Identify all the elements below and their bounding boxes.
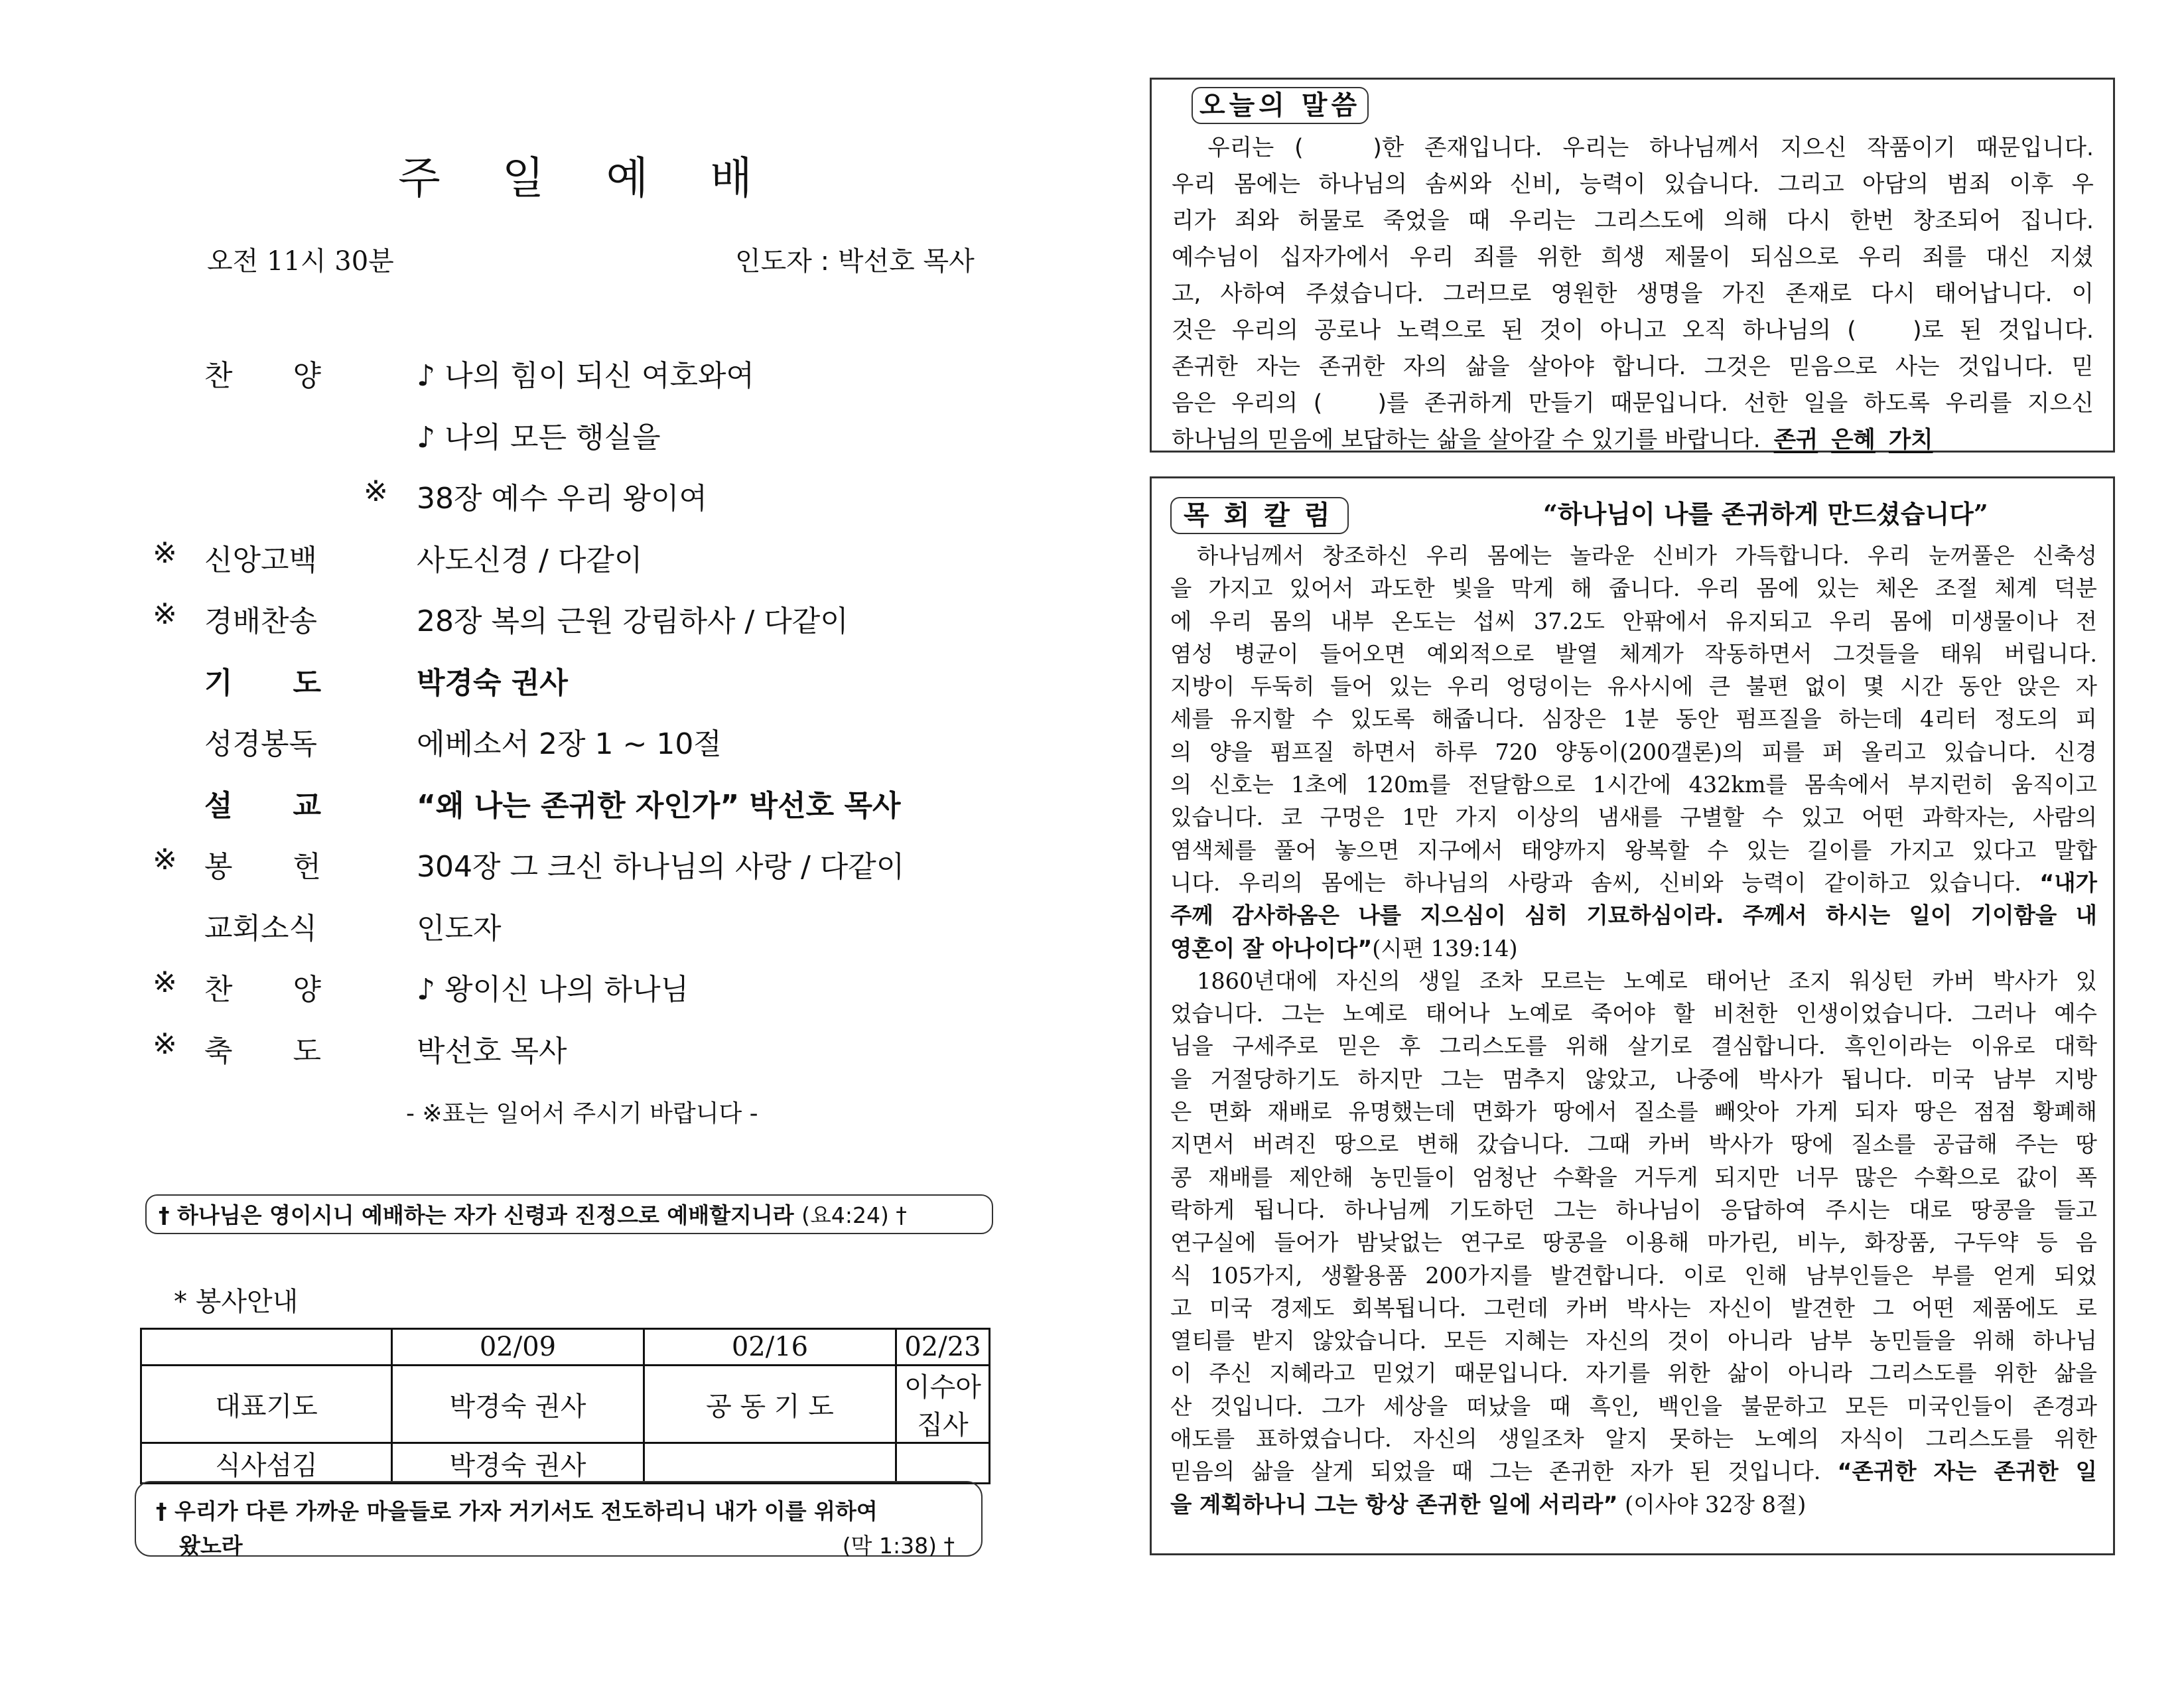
order-label bbox=[204, 843, 321, 885]
line-text: 것은 우리의 공로나 노력으로 된 것이 아니고 오직 하나님의 ( )로 된 것입니다. bbox=[1172, 317, 2094, 344]
line-text: 염색체를 풀어 놓으면 지구에서 태양까지 왕복할 수 있는 길이를 가지고 있다고 말합 bbox=[1170, 837, 2097, 863]
text-line bbox=[1170, 768, 2097, 801]
text-line bbox=[1170, 867, 2097, 899]
line-text: 을 가지고 있어서 과도한 빛을 막게 해 줍니다. 우리 몸에 있는 체온 조절 체계 덕분 bbox=[1170, 575, 2097, 602]
pastoral-column-tag: 목회칼럼 bbox=[1170, 497, 1349, 534]
order-value bbox=[417, 659, 568, 701]
order-value-text: ♪ 왕이신 나의 하나님 bbox=[417, 973, 689, 1007]
service-leader: 인도자 : 박선호 목사 bbox=[735, 246, 975, 277]
order-item bbox=[153, 659, 1015, 721]
line-text: 었습니다. 그는 노예로 태어나 노예로 죽어야 할 비천한 인생이었습니다. 그러나 예수 bbox=[1170, 1001, 2097, 1027]
table-row bbox=[141, 1366, 990, 1443]
scripture-quote: 을 계획하나니 그는 항상 존귀한 일에 서리라” bbox=[1170, 1491, 1618, 1517]
standing-mark: ※ bbox=[153, 843, 177, 877]
line-text: 하나님께서 창조하신 우리 몸에는 놀라운 신비가 가득합니다. 우리 눈꺼풀은 신축성 bbox=[1197, 543, 2097, 569]
verse-text-line2: 왔노라 bbox=[179, 1533, 243, 1559]
verse-text-line1: † 우리가 다른 가까운 마을들로 가자 거기서도 전도하리니 내가 이를 위하여 bbox=[156, 1498, 878, 1524]
line-text: 음은 우리의 ( )를 존귀하게 만들기 때문입니다. 선한 일을 하도록 우리를 지으신 bbox=[1172, 390, 2094, 417]
text-line bbox=[1170, 801, 2097, 833]
text-line bbox=[1170, 1455, 2097, 1488]
verse-box-mark bbox=[135, 1481, 983, 1557]
text-line bbox=[1170, 1161, 2097, 1194]
text-line bbox=[1170, 1357, 2097, 1389]
text-line bbox=[1170, 1259, 2097, 1292]
text-line bbox=[1170, 703, 2097, 735]
table-header-row bbox=[141, 1329, 990, 1366]
line-text: 열티를 받지 않았습니다. 모든 지혜는 자신의 것이 아니라 남부 농민들을 위해 하나님 bbox=[1170, 1328, 2097, 1354]
table-row bbox=[141, 1443, 990, 1484]
line-text: 에 우리 몸의 내부 온도는 섭씨 37.2도 안팎에서 유지되고 우리 몸에 미생물이나 전 bbox=[1170, 608, 2097, 634]
text-line bbox=[1170, 1390, 2097, 1423]
order-of-service bbox=[153, 352, 1015, 1088]
line-text: 애도를 표하였습니다. 자신의 생일조차 알지 못하는 노예의 자식이 그리스도를 위한 bbox=[1170, 1426, 2097, 1452]
table-cell: 박경숙 권사 bbox=[392, 1366, 644, 1443]
text-line bbox=[1170, 1128, 2097, 1161]
text-line bbox=[1170, 1030, 2097, 1062]
text-line bbox=[1172, 422, 2094, 458]
order-item bbox=[153, 782, 1015, 843]
order-value-text: 에베소서 2장 1 ~ 10절 bbox=[417, 727, 722, 761]
order-value bbox=[417, 536, 642, 579]
order-value bbox=[417, 904, 502, 947]
text-line bbox=[1170, 965, 2097, 997]
order-value-text: 박경숙 권사 bbox=[417, 666, 568, 700]
text-line bbox=[1172, 386, 2094, 422]
order-label-char: 찬 bbox=[204, 973, 233, 1007]
order-value bbox=[417, 352, 754, 394]
text-line bbox=[1170, 1423, 2097, 1455]
text-line bbox=[1172, 167, 2094, 203]
line-text: 의 신호는 1초에 120m를 전달함으로 1시간에 432km를 몸속에서 부지런히 움직이고 bbox=[1170, 772, 2097, 798]
page-title: 주 일 예 배 bbox=[398, 153, 776, 204]
text-line bbox=[1170, 1063, 2097, 1095]
text-line bbox=[1170, 932, 2097, 965]
text-line bbox=[1170, 1095, 2097, 1128]
verse-box-john bbox=[145, 1194, 993, 1234]
scripture-quote: “존귀한 자는 존귀한 일 bbox=[1837, 1458, 2097, 1485]
order-value-text: 28장 복의 근원 강림하사 / 다같이 bbox=[417, 604, 849, 638]
table-header-cell: 02/23 bbox=[896, 1329, 990, 1366]
order-label-char: 찬 bbox=[204, 359, 233, 393]
text-line bbox=[1170, 1324, 2097, 1357]
line-text: 염성 병균이 들어오면 예외적으로 발열 체계가 작동하면서 그것들을 태워 버립니다. bbox=[1170, 640, 2097, 667]
order-label bbox=[204, 352, 321, 394]
order-value-text: 38장 예수 우리 왕이여 bbox=[417, 482, 707, 516]
line-text: 니다. 우리의 몸에는 하나님의 사랑과 솜씨, 신비와 능력이 같이하고 있습니다. bbox=[1170, 869, 2040, 896]
table-cell: 공 동 기 도 bbox=[644, 1366, 896, 1443]
text-line bbox=[1172, 203, 2094, 240]
scripture-quote: “내가 bbox=[2039, 869, 2097, 896]
order-label-char: 축 bbox=[204, 1034, 233, 1068]
line-text: 1860년대에 자신의 생일 조차 모르는 노예로 태어난 조지 워싱턴 카버 박사가 있 bbox=[1197, 967, 2097, 994]
verse-reference: (막 1:38) † bbox=[842, 1533, 955, 1559]
line-text: 이 주신 지혜라고 믿었기 때문입니다. 자기를 위한 삶이 아니라 그리스도를 위한 삶을 bbox=[1170, 1360, 2097, 1387]
text-line bbox=[1172, 313, 2094, 349]
line-text: 믿음의 삶을 살게 되었을 때 그는 존귀한 자가 된 것입니다. bbox=[1170, 1458, 1838, 1485]
order-label-char: 기 bbox=[204, 666, 233, 700]
table-cell: 이수아 집사 bbox=[896, 1366, 990, 1443]
todays-word-tag: 오늘의 말씀 bbox=[1192, 87, 1369, 124]
standing-note: - ※표는 일어서 주시기 바랍니다 - bbox=[406, 1100, 758, 1127]
line-text: 은 면화 재배로 유명했는데 면화가 땅에서 질소를 빼앗아 가게 되자 땅은 점점 황폐해 bbox=[1170, 1099, 2097, 1125]
order-item bbox=[153, 474, 1015, 536]
order-label: 교회소식 bbox=[204, 911, 318, 946]
service-time: 오전 11시 30분 bbox=[207, 246, 394, 277]
line-text: 우리는 ( )한 존재입니다. 우리는 하나님께서 지으신 작품이기 때문입니다. bbox=[1172, 135, 2094, 161]
order-label-char: 양 bbox=[293, 359, 321, 393]
scripture-reference: (이사야 32장 8절) bbox=[1617, 1491, 1807, 1517]
text-line bbox=[1170, 1194, 2097, 1226]
text-line bbox=[1170, 1292, 2097, 1324]
order-label bbox=[204, 1027, 321, 1070]
order-label-char: 양 bbox=[293, 973, 321, 1007]
answer-word: 존귀 bbox=[1773, 427, 1818, 453]
verse-reference: (요4:24) † bbox=[801, 1202, 907, 1228]
scripture-reference: (시편 139:14) bbox=[1372, 935, 1518, 961]
todays-word-text bbox=[1172, 130, 2094, 458]
standing-mark: ※ bbox=[364, 474, 388, 508]
order-value bbox=[417, 597, 849, 640]
pastoral-column-box bbox=[1150, 476, 2115, 1555]
order-value bbox=[417, 782, 900, 824]
order-value bbox=[417, 1027, 567, 1070]
table-cell bbox=[896, 1443, 990, 1484]
order-label: 성경봉독 bbox=[204, 727, 318, 761]
line-text: 콩 재배를 제안해 농민들이 엄청난 수확을 거두게 되지만 너무 많은 수확으로 값이 폭 bbox=[1170, 1164, 2097, 1190]
standing-mark: ※ bbox=[153, 1026, 177, 1061]
service-guide-title: * 봉사안내 bbox=[174, 1287, 299, 1317]
line-text: 하나님의 믿음에 보답하는 삶을 살아갈 수 있기를 바랍니다. bbox=[1172, 427, 1761, 453]
order-label bbox=[204, 782, 321, 824]
column-body bbox=[1170, 539, 2097, 1521]
column-title: “하나님이 나를 존귀하게 만드셨습니다” bbox=[1543, 499, 1988, 529]
order-item bbox=[153, 843, 1015, 904]
line-text: 있습니다. 코 구멍은 1만 가지 이상의 냄새를 구별할 수 있고 어떤 과학자는, 사람의 bbox=[1170, 804, 2097, 831]
table-header-cell: 02/09 bbox=[392, 1329, 644, 1366]
text-line bbox=[1170, 997, 2097, 1030]
order-label bbox=[204, 659, 321, 701]
order-item bbox=[153, 720, 1015, 782]
text-line bbox=[1170, 1488, 2097, 1521]
line-text: 존귀한 자는 존귀한 자의 삶을 살아야 합니다. 그것은 믿음으로 사는 것입니다. 믿 bbox=[1172, 354, 2094, 380]
verse-text: † 하나님은 영이시니 예배하는 자가 신령과 진정으로 예배할지니라 bbox=[159, 1202, 802, 1228]
order-item bbox=[153, 965, 1015, 1027]
text-line bbox=[1170, 605, 2097, 638]
text-line bbox=[1172, 349, 2094, 386]
text-line bbox=[1172, 276, 2094, 313]
line-text: 예수님이 십자가에서 우리 죄를 위한 희생 제물이 되심으로 우리 죄를 대신 지셨 bbox=[1172, 244, 2094, 271]
order-label: 경배찬송 bbox=[204, 604, 318, 638]
order-value-text: ♪ 나의 모든 행실을 bbox=[417, 420, 661, 455]
order-label-char: 헌 bbox=[293, 850, 321, 884]
line-text: 우리 몸에는 하나님의 솜씨와 신비, 능력이 있습니다. 그리고 아담의 범죄 이후 우 bbox=[1172, 171, 2094, 198]
text-line bbox=[1172, 240, 2094, 276]
text-line bbox=[1170, 736, 2097, 768]
line-text: 을 거절당하기도 하지만 그는 멈추지 않았고, 나중에 박사가 됩니다. 미국 남부 지방 bbox=[1170, 1066, 2097, 1092]
text-line bbox=[1170, 539, 2097, 572]
line-text: 락하게 됩니다. 하나님께 기도하던 그는 하나님이 응답하여 주시는 대로 땅콩을 들고 bbox=[1170, 1196, 2097, 1223]
table-header-cell: 02/16 bbox=[644, 1329, 896, 1366]
order-label-char: 도 bbox=[293, 1034, 321, 1068]
order-item bbox=[153, 904, 1015, 966]
line-text: 지면서 버려진 땅으로 변해 갔습니다. 그때 카버 박사가 땅에 질소를 공급해 주는 땅 bbox=[1170, 1131, 2097, 1158]
answer-word: 가치 bbox=[1888, 427, 1933, 453]
order-item bbox=[153, 597, 1015, 659]
order-value bbox=[417, 965, 689, 1008]
order-item bbox=[153, 413, 1015, 475]
line-text: 고 미국 경제도 회복됩니다. 그런데 카버 박사는 자신이 발견한 그 어떤 제품에도 로 bbox=[1170, 1295, 2097, 1321]
text-line bbox=[1172, 130, 2094, 167]
scripture-quote: 주께 감사하옴은 나를 지으심이 심히 기묘하심이라. 주께서 하시는 일이 기이함을 내 bbox=[1170, 902, 2097, 929]
order-value-text: 박선호 목사 bbox=[417, 1034, 567, 1068]
table-cell: 식사섬김 bbox=[141, 1443, 392, 1484]
line-text: 식 105가지, 생활용품 200가지를 발견합니다. 이로 인해 남부인들은 부를 얻게 되었 bbox=[1170, 1262, 2097, 1289]
order-label-char: 교 bbox=[293, 788, 321, 823]
order-label bbox=[204, 965, 321, 1008]
line-text: 리가 죄와 허물로 죽었을 때 우리는 그리스도에 의해 다시 한번 창조되어 집니다. bbox=[1172, 208, 2094, 234]
standing-mark: ※ bbox=[153, 597, 177, 631]
text-line bbox=[1170, 670, 2097, 703]
order-value-text: 사도신경 / 다같이 bbox=[417, 543, 643, 577]
line-text: 세를 유지할 수 있도록 해줍니다. 심장은 1분 동안 펌프질을 하는데 4리터 정도의 피 bbox=[1170, 706, 2097, 733]
scripture-quote: 영혼이 잘 아나이다” bbox=[1170, 935, 1373, 961]
text-line bbox=[1170, 899, 2097, 932]
text-line bbox=[1170, 572, 2097, 604]
order-value-text: 304장 그 크신 하나님의 사랑 / 다같이 bbox=[417, 850, 905, 884]
table-cell: 대표기도 bbox=[141, 1366, 392, 1443]
order-label-char: 설 bbox=[204, 788, 233, 823]
service-schedule-table bbox=[140, 1328, 990, 1484]
standing-mark: ※ bbox=[153, 965, 177, 999]
order-item bbox=[153, 536, 1015, 598]
line-text: 산 것입니다. 그가 세상을 떠났을 때 흑인, 백인을 불문하고 모든 미국인들이 존경과 bbox=[1170, 1393, 2097, 1419]
order-item bbox=[153, 1027, 1015, 1089]
order-value-text: 인도자 bbox=[417, 911, 502, 946]
text-line bbox=[1170, 638, 2097, 670]
order-value bbox=[364, 474, 707, 517]
order-value bbox=[417, 413, 661, 456]
table-cell: 박경숙 권사 bbox=[392, 1443, 644, 1484]
order-item bbox=[153, 352, 1015, 413]
order-value-text: “왜 나는 존귀한 자인가” 박선호 목사 bbox=[417, 788, 901, 823]
line-text: 님을 구세주로 믿은 후 그리스도를 위해 살기로 결심합니다. 흑인이라는 이유로 대학 bbox=[1170, 1033, 2097, 1060]
text-line bbox=[1170, 834, 2097, 867]
text-line bbox=[1170, 1226, 2097, 1259]
todays-word-box bbox=[1150, 78, 2115, 453]
order-label-char: 봉 bbox=[204, 850, 233, 884]
line-text: 지방이 두둑히 들어 있는 우리 엉덩이는 유사시에 큰 불편 없이 몇 시간 동안 앉은 자 bbox=[1170, 673, 2097, 700]
answer-word: 은혜 bbox=[1831, 427, 1876, 453]
order-value-text: ♪ 나의 힘이 되신 여호와여 bbox=[417, 359, 755, 393]
table-header-cell bbox=[141, 1329, 392, 1366]
order-value bbox=[417, 720, 722, 762]
line-text: 고, 사하여 주셨습니다. 그러므로 영원한 생명을 가진 존재로 다시 태어납니다. 이 bbox=[1172, 281, 2094, 307]
order-label-char: 도 bbox=[293, 666, 321, 700]
order-value bbox=[417, 843, 904, 885]
table-cell bbox=[644, 1443, 896, 1484]
order-label: 신앙고백 bbox=[204, 543, 318, 577]
standing-mark: ※ bbox=[153, 535, 177, 570]
line-text: 연구실에 들어가 밤낮없는 연구로 땅콩을 이용해 마가린, 비누, 화장품, 구두약 등 음 bbox=[1170, 1230, 2097, 1256]
line-text: 의 양을 펌프질 하면서 하루 720 양동이(200갤론)의 피를 퍼 올리고 있습니다. 신경 bbox=[1170, 739, 2097, 765]
